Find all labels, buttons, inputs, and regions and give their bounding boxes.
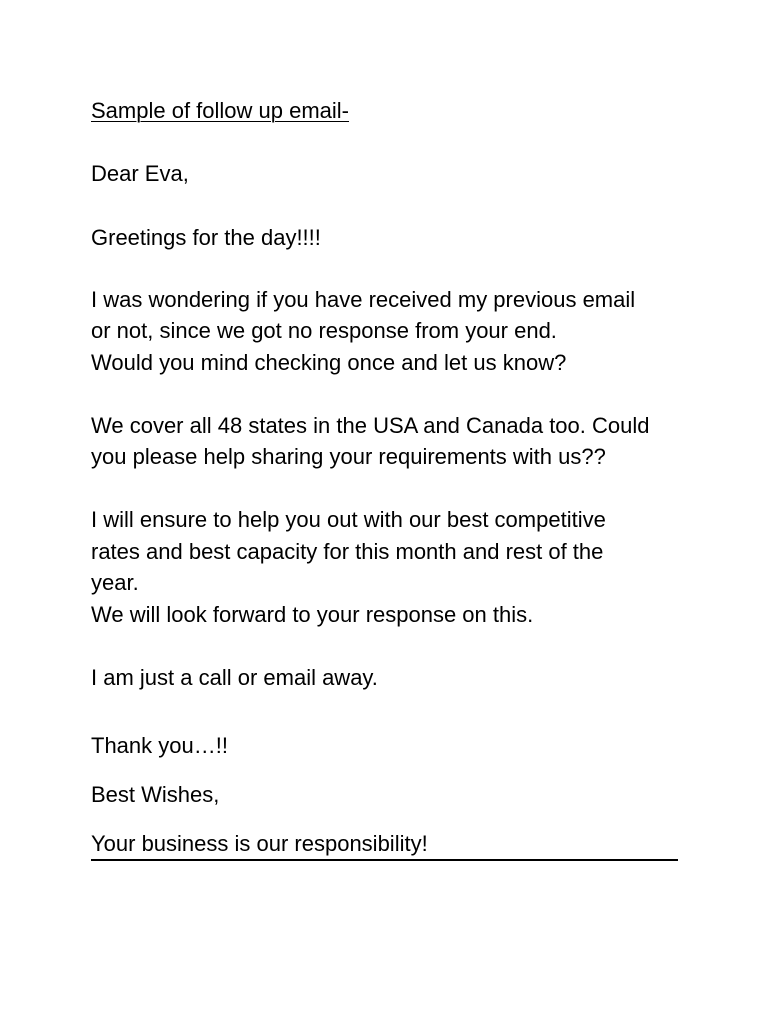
paragraph3-line-2: rates and best capacity for this month and rest of the xyxy=(91,539,604,564)
greeting-line: Greetings for the day!!!! xyxy=(91,225,321,250)
paragraph3-line-1: I will ensure to help you out with our best competitive xyxy=(91,507,606,532)
paragraph2-line-2: you please help sharing your requirements with us?? xyxy=(91,444,606,469)
paragraph3-line-3: year. xyxy=(91,570,139,595)
paragraph2-line-1: We cover all 48 states in the USA and Canada too. Could xyxy=(91,413,650,438)
paragraph1-line-3: Would you mind checking once and let us know? xyxy=(91,350,567,375)
paragraph1-line-1: I was wondering if you have received my previous email xyxy=(91,287,636,312)
paragraph1-line-2: or not, since we got no response from your end. xyxy=(91,318,557,343)
thank-you-line: Thank you…!! xyxy=(91,733,228,758)
email-sample-heading: Sample of follow up email- xyxy=(91,98,350,123)
tagline: Your business is our responsibility! xyxy=(91,831,428,856)
availability-line: I am just a call or email away. xyxy=(91,665,378,690)
paragraph3-line-4: We will look forward to your response on this. xyxy=(91,602,534,627)
signature-rule xyxy=(91,859,678,861)
closing-line: Best Wishes, xyxy=(91,782,220,807)
salutation: Dear Eva, xyxy=(91,161,189,186)
